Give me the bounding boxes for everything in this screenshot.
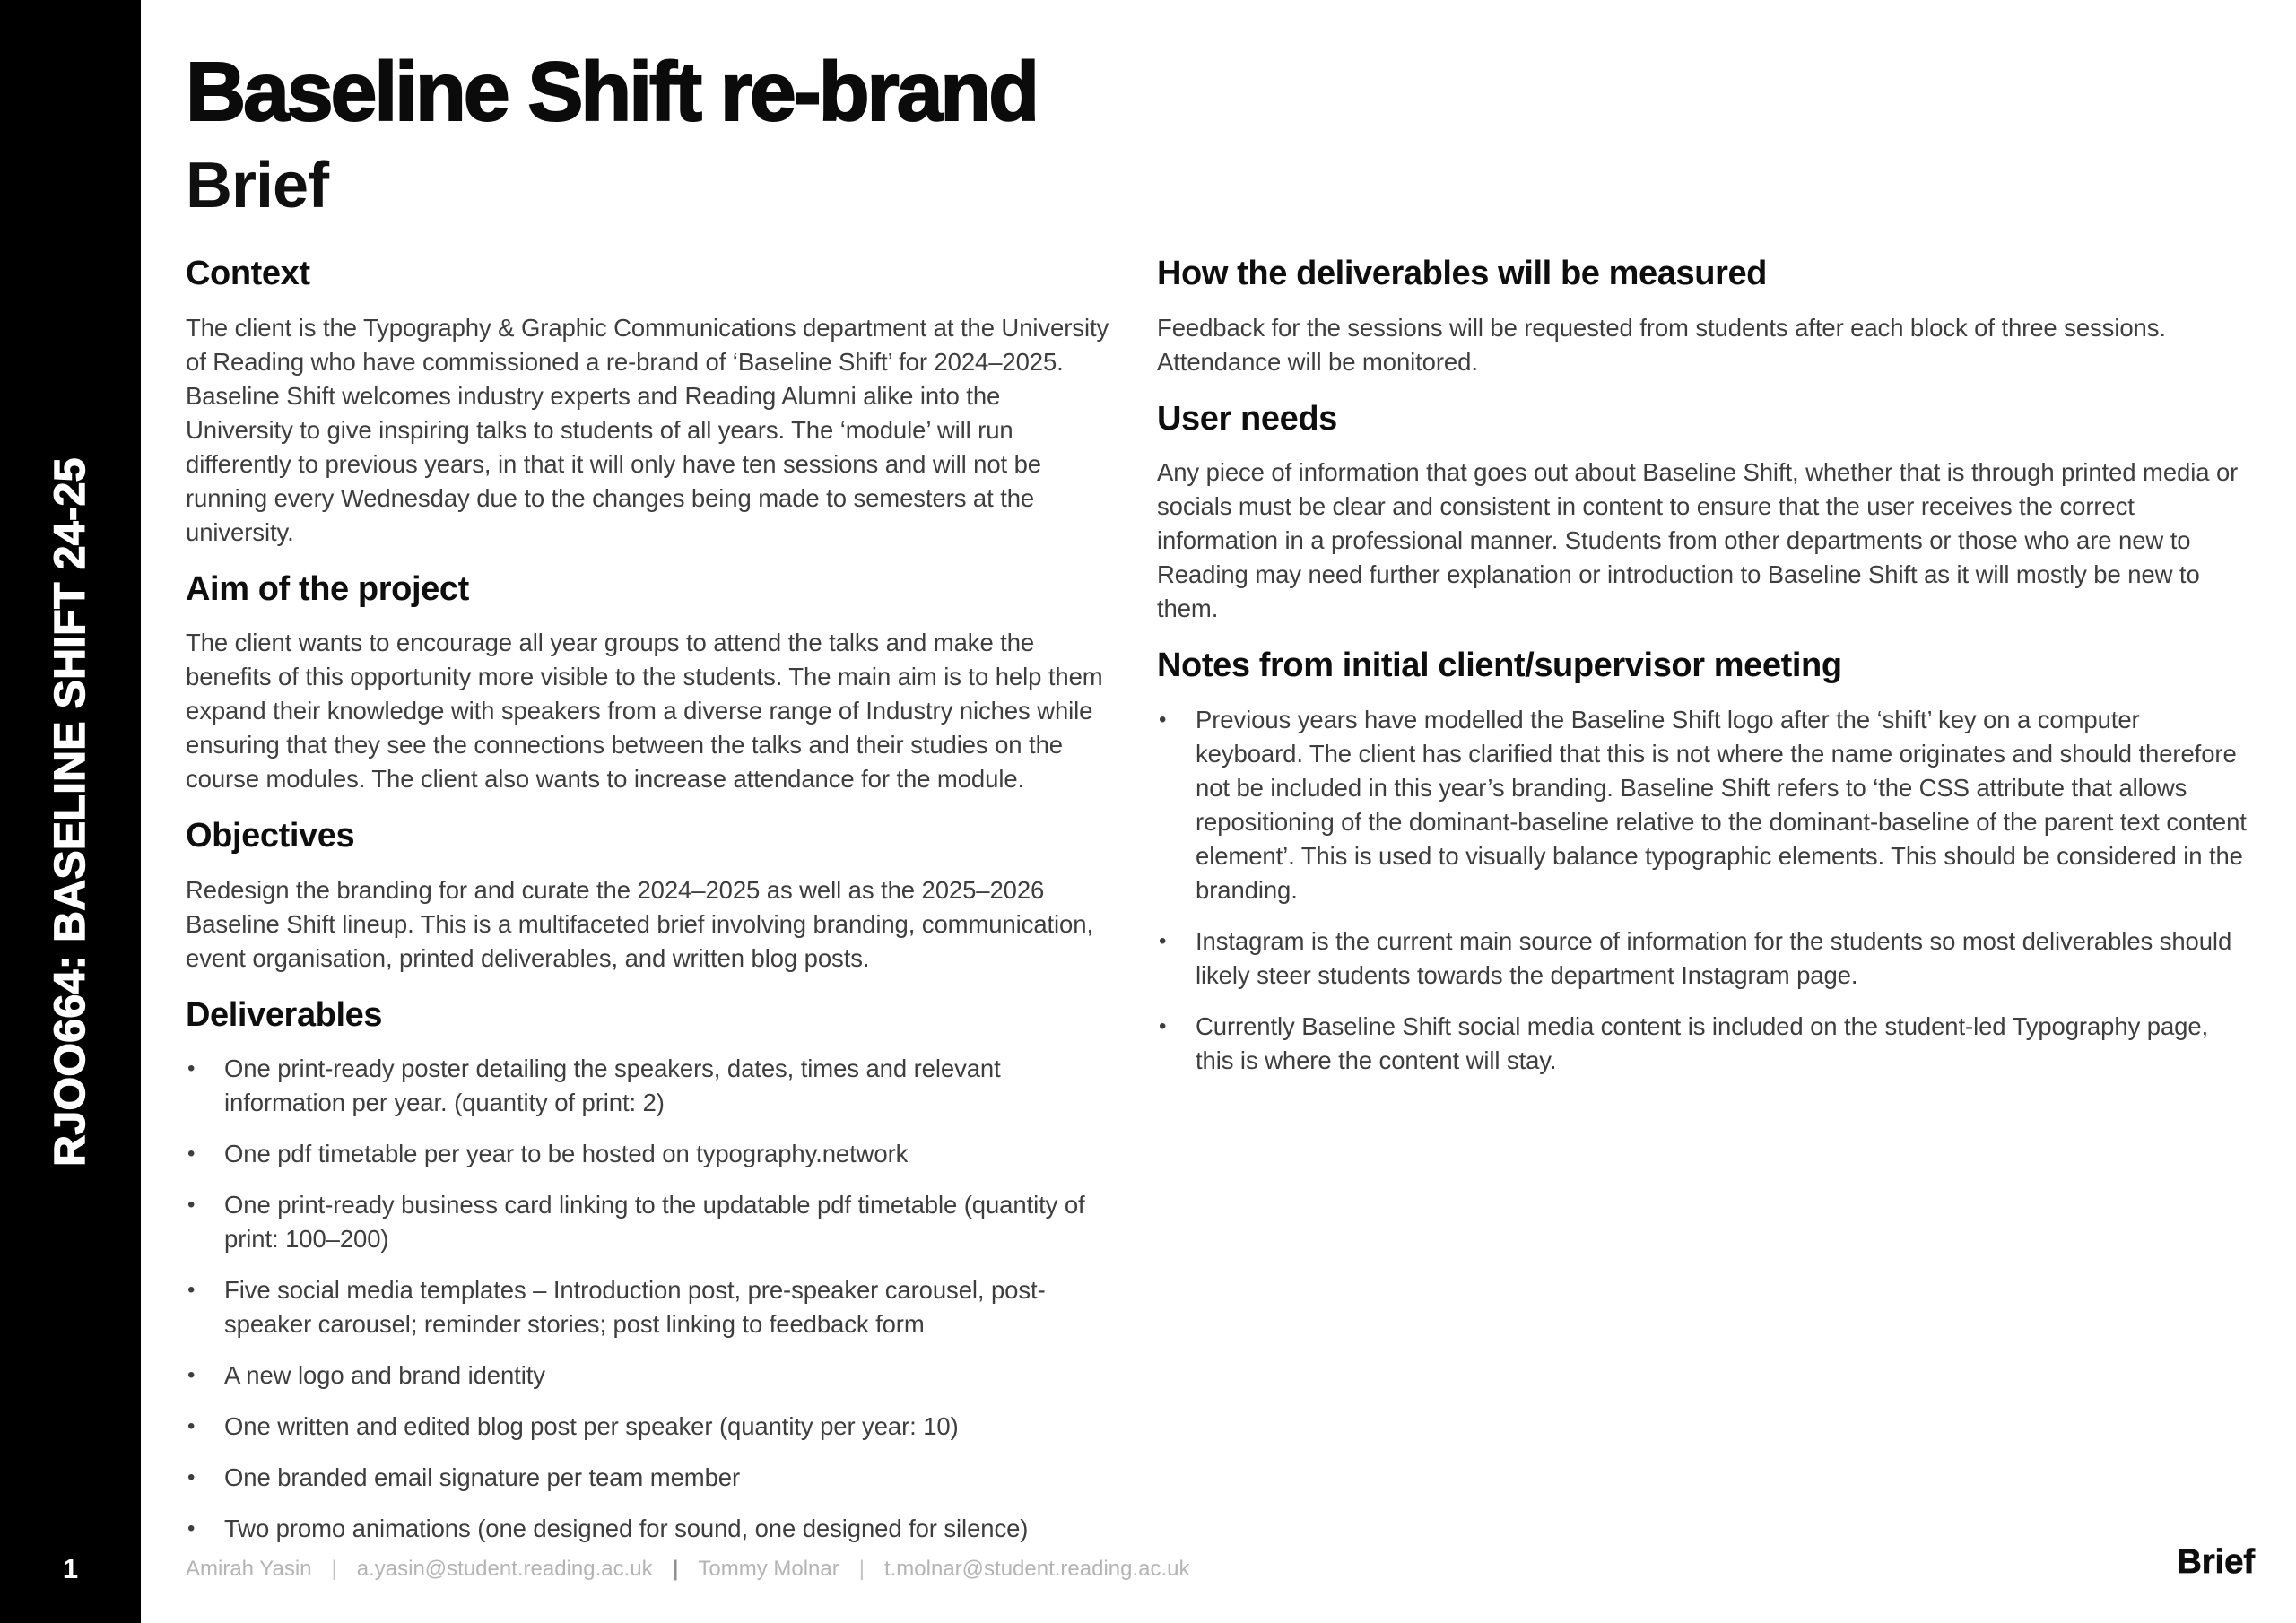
list-item: • One print-ready business card linking to the updatable pdf timetable (quantity of print: 100–200) bbox=[186, 1188, 1114, 1256]
context-paragraph: The client is the Typography & Graphic Communications department at the University of Reading who have commissioned a re-brand of ‘Baseline Shift’ for 2024–2025. Baseline Shift welcomes industry experts and Reading Alumni alike into the University to give inspiring talks to students of all years. The ‘module’ will run differently to previous years, in that it will only have ten sessions and will not be running every Wednesday due to the changes being made to semesters at the university. bbox=[186, 313, 1109, 546]
left-column bbox=[186, 254, 1114, 1563]
aim-paragraph: The client wants to encourage all year groups to attend the talks and make the benefits of this opportunity more visible to the students. The main aim is to help them expand their knowledge with speakers from a diverse range of Industry niches while ensuring that they see the connections between the talks and their studies on the course modules. The client also wants to increase attendance for the module. bbox=[186, 629, 1103, 794]
list-item: • One print-ready poster detailing the speakers, dates, times and relevant information per year. (quantity of print: 2) bbox=[186, 1052, 1114, 1120]
content-columns bbox=[186, 254, 2247, 1563]
list-item: • A new logo and brand identity bbox=[186, 1358, 1114, 1393]
list-item: • One branded email signature per team member bbox=[186, 1461, 1114, 1495]
measurement-paragraph: Feedback for the sessions will be requested from students after each block of three sessions. Attendance will be monitored. bbox=[1157, 313, 2166, 376]
right-column bbox=[1157, 254, 2247, 1563]
deliverables-heading: Deliverables bbox=[186, 995, 383, 1034]
footer-credits bbox=[186, 1557, 1190, 1582]
footer-separator: | bbox=[672, 1557, 679, 1581]
page-title: Baseline Shift re-brand bbox=[186, 45, 1038, 138]
list-item: • One pdf timetable per year to be hosted on typography.network bbox=[186, 1137, 1114, 1171]
author-name: Tommy Molnar bbox=[698, 1557, 839, 1581]
page-subtitle: Brief bbox=[186, 150, 329, 221]
meeting-notes-heading: Notes from initial client/supervisor meeting bbox=[1157, 647, 1842, 685]
user-needs-paragraph: Any piece of information that goes out about Baseline Shift, whether that is through printed media or socials must be clear and consistent in content to ensure that the user receives the correct information in a professional manner. Students from other departments or those who are new to Reading may need further explanation or introduction to Baseline Shift as it will mostly be new to them. bbox=[1157, 458, 2239, 623]
context-heading: Context bbox=[186, 255, 310, 292]
aim-heading: Aim of the project bbox=[186, 569, 469, 608]
objectives-paragraph: Redesign the branding for and curate the 2024–2025 as well as the 2025–2026 Baseline Shift lineup. This is a multifaceted brief involving branding, communication, event organisation, printed deliverables, and written blog posts. bbox=[186, 875, 1093, 972]
author-name: Amirah Yasin bbox=[186, 1557, 312, 1581]
author-email: a.yasin@student.reading.ac.uk bbox=[356, 1557, 653, 1581]
title-block bbox=[186, 45, 1038, 221]
list-item: • Five social media templates – Introduction post, pre-speaker carousel, post-speaker carousel; reminder stories; post linking to feedback form bbox=[186, 1273, 1114, 1341]
meeting-notes-list bbox=[1157, 703, 2247, 1078]
list-item: • Two promo animations (one designed for sound, one designed for silence) bbox=[186, 1512, 1114, 1546]
deliverables-list bbox=[186, 1052, 1114, 1546]
section-tab-label: Brief bbox=[2177, 1543, 2255, 1581]
page-number: 1 bbox=[62, 1553, 79, 1584]
list-item: • Instagram is the current main source of information for the students so most deliverables should likely steer students towards the department Instagram page. bbox=[1157, 924, 2247, 993]
footer-separator: | bbox=[858, 1557, 865, 1581]
objectives-heading: Objectives bbox=[186, 817, 355, 855]
sidebar-module-code-label: RJOO664: BASELINE SHIFT 24-25 bbox=[47, 456, 94, 1167]
measurement-heading: How the deliverables will be measured bbox=[1157, 255, 1767, 292]
user-needs-heading: User needs bbox=[1157, 399, 1337, 438]
author-email: t.molnar@student.reading.ac.uk bbox=[883, 1557, 1190, 1581]
list-item: • One written and edited blog post per speaker (quantity per year: 10) bbox=[186, 1410, 1114, 1444]
list-item: • Currently Baseline Shift social media content is included on the student-led Typography page, this is where the content will stay. bbox=[1157, 1010, 2247, 1078]
sidebar bbox=[0, 0, 141, 1623]
footer-separator: | bbox=[331, 1557, 337, 1581]
list-item: • Previous years have modelled the Baseline Shift logo after the ‘shift’ key on a computer keyboard. The client has clarified that this is not where the name originates and should therefore not be included in this year’s branding. Baseline Shift refers to ‘the CSS attribute that allows repositioning of the dominant-baseline relative to the dominant-baseline of the parent text content element’. This is used to visually balance typographic elements. This should be considered in the branding. bbox=[1157, 703, 2247, 907]
